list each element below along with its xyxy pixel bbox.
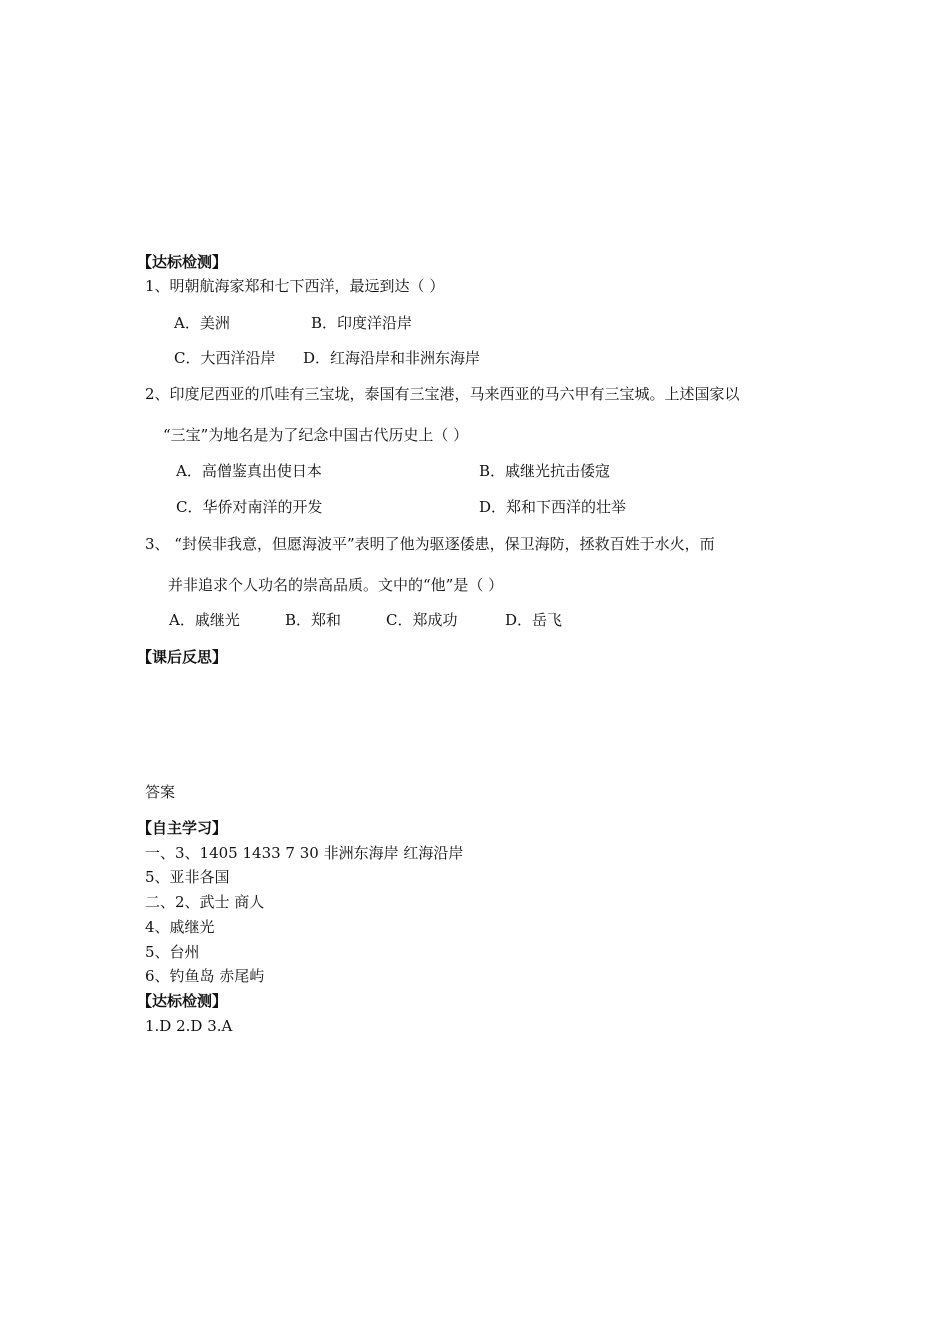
section-heading-reflection: 【课后反思】	[137, 648, 228, 666]
answer-line: 5、亚非各国	[145, 868, 230, 886]
question-3-option-b: B．郑和	[285, 611, 342, 629]
question-3-stem-line-2: 并非追求个人功名的崇高品质。文中的“他”是（ ）	[168, 576, 504, 594]
answer-line: 5、台州	[145, 943, 200, 961]
question-2-option-b: B．戚继光抗击倭寇	[479, 462, 611, 480]
question-3-stem-line-1: 3、 “封侯非我意，但愿海波平”表明了他为驱逐倭患，保卫海防，拯救百姓于水火，而	[145, 535, 715, 553]
question-3-option-a: A．戚继光	[169, 611, 240, 629]
question-2-stem-line-2: “三宝”为地名是为了纪念中国古代历史上（ ）	[163, 426, 469, 444]
question-1-stem: 1、明朝航海家郑和七下西洋，最远到达（ ）	[145, 277, 445, 295]
answer-line: 二、2、武士 商人	[145, 893, 265, 911]
question-2-option-a: A．高僧鉴真出使日本	[176, 462, 322, 480]
answer-line: 6、钓鱼岛 赤尾屿	[145, 967, 265, 985]
question-1-option-a: A．美洲	[174, 314, 230, 332]
question-1-option-d: D．红海沿岸和非洲东海岸	[303, 349, 481, 367]
question-1-option-b: B．印度洋沿岸	[311, 314, 413, 332]
section-heading-check: 【达标检测】	[137, 253, 228, 271]
question-3-option-c: C．郑成功	[386, 611, 458, 629]
question-1-option-c: C．大西洋沿岸	[174, 349, 276, 367]
answers-heading-check: 【达标检测】	[137, 992, 228, 1010]
answer-line: 一、3、1405 1433 7 30 非洲东海岸 红海沿岸	[145, 844, 464, 862]
answers-heading-self-study: 【自主学习】	[137, 819, 228, 837]
question-2-option-c: C．华侨对南洋的开发	[176, 498, 323, 516]
answers-title: 答案	[145, 783, 176, 801]
question-3-option-d: D．岳飞	[505, 611, 563, 629]
question-2-stem-line-1: 2、印度尼西亚的爪哇有三宝垅，泰国有三宝港，马来西亚的马六甲有三宝城。上述国家以	[145, 385, 740, 403]
question-2-option-d: D．郑和下西洋的壮举	[479, 498, 627, 516]
answer-line: 4、戚继光	[145, 918, 215, 936]
answers-check-line: 1.D 2.D 3.A	[145, 1017, 233, 1035]
